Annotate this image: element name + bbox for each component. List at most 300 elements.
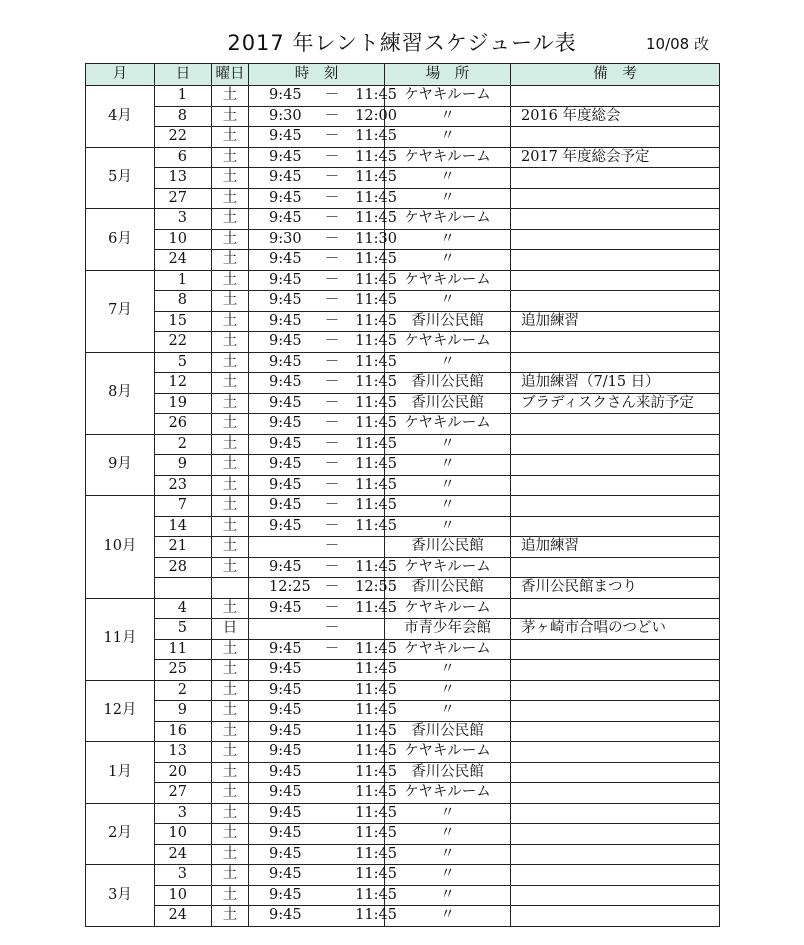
time-start: 9:45 — [269, 87, 302, 103]
month-cell: 5月 — [86, 147, 155, 209]
time-end: 11:45 — [355, 374, 397, 390]
dow-cell: 土 — [212, 434, 249, 455]
time-start: 9:45 — [269, 558, 302, 575]
time-end: 11:45 — [355, 517, 397, 534]
place-cell: ケヤキルーム — [385, 639, 511, 660]
day-cell: 8 — [155, 106, 212, 127]
time-cell — [249, 414, 397, 435]
time-start: 9:45 — [269, 640, 302, 657]
time-end: 12:00 — [355, 107, 397, 124]
time-cell — [249, 209, 397, 230]
time-cell — [249, 291, 397, 312]
time-cell — [249, 393, 397, 414]
note-cell — [511, 168, 720, 189]
note-cell — [511, 844, 720, 865]
note-cell — [511, 332, 720, 353]
time-start: 9:45 — [269, 886, 302, 903]
time-cell — [249, 434, 397, 455]
place-cell: 香川公民館 — [385, 393, 511, 414]
time-dash: － — [324, 538, 340, 554]
place-cell: 〃 — [385, 291, 511, 312]
day-cell: 23 — [155, 475, 212, 496]
time-start: 9:45 — [269, 784, 302, 800]
time-dash: － — [324, 312, 340, 329]
place-cell: 〃 — [385, 455, 511, 476]
note-cell — [511, 414, 720, 435]
month-cell: 2月 — [86, 803, 155, 865]
dow-cell: 土 — [212, 250, 249, 271]
place-cell: 〃 — [385, 701, 511, 722]
note-cell — [511, 434, 720, 455]
time-start: 9:45 — [269, 292, 302, 308]
place-cell: ケヤキルーム — [385, 147, 511, 168]
table-row — [86, 106, 720, 127]
dow-cell: 土 — [212, 147, 249, 168]
note-cell — [511, 598, 720, 619]
header-dow: 曜日 — [212, 64, 249, 86]
place-cell: ケヤキルーム — [385, 557, 511, 578]
table-row — [86, 250, 720, 271]
time-cell — [249, 106, 397, 127]
time-cell — [249, 906, 397, 927]
table-row — [86, 598, 720, 619]
time-cell — [249, 598, 397, 619]
note-cell: 2016 年度総会 — [511, 106, 720, 127]
table-row — [86, 229, 720, 250]
note-cell — [511, 639, 720, 660]
day-cell: 26 — [155, 414, 212, 435]
place-cell: 香川公民館 — [385, 721, 511, 742]
header-day: 日 — [155, 64, 212, 86]
time-dash: － — [324, 128, 340, 144]
schedule-body — [86, 86, 720, 927]
time-end: 11:45 — [355, 722, 397, 739]
place-cell: 〃 — [385, 434, 511, 455]
page-title: 2017 年レント練習スケジュール表 — [227, 31, 577, 55]
month-cell: 11月 — [86, 598, 155, 680]
place-cell: 〃 — [385, 865, 511, 886]
time-cell — [249, 660, 397, 681]
dow-cell: 日 — [212, 619, 249, 640]
time-end: 11:45 — [355, 87, 397, 103]
time-start: 9:45 — [269, 128, 302, 144]
time-cell — [249, 865, 397, 886]
time-dash: － — [324, 210, 340, 226]
time-cell — [249, 373, 397, 394]
place-cell: 〃 — [385, 127, 511, 148]
time-cell — [249, 188, 397, 209]
time-cell — [249, 701, 397, 722]
table-row — [86, 639, 720, 660]
time-dash: － — [324, 579, 340, 595]
day-cell: 9 — [155, 455, 212, 476]
table-row — [86, 373, 720, 394]
time-cell — [249, 516, 397, 537]
time-start: 9:45 — [269, 497, 302, 513]
day-cell: 3 — [155, 865, 212, 886]
dow-cell: 土 — [212, 270, 249, 291]
note-cell — [511, 270, 720, 291]
time-cell — [249, 352, 397, 373]
dow-cell: 土 — [212, 598, 249, 619]
day-cell: 13 — [155, 168, 212, 189]
schedule-table — [85, 63, 720, 927]
note-cell — [511, 783, 720, 804]
dow-cell: 土 — [212, 639, 249, 660]
place-cell: 〃 — [385, 168, 511, 189]
time-end: 11:45 — [355, 681, 397, 698]
dow-cell: 土 — [212, 537, 249, 558]
dow-cell: 土 — [212, 373, 249, 394]
time-dash: － — [324, 394, 340, 411]
dow-cell: 土 — [212, 865, 249, 886]
note-cell — [511, 291, 720, 312]
time-start: 9:45 — [269, 661, 302, 677]
note-cell — [511, 229, 720, 250]
day-cell: 10 — [155, 885, 212, 906]
day-cell: 21 — [155, 537, 212, 558]
time-start: 9:45 — [269, 435, 302, 452]
place-cell: 〃 — [385, 680, 511, 701]
day-cell: 3 — [155, 803, 212, 824]
note-cell — [511, 250, 720, 271]
time-cell — [249, 311, 397, 332]
dow-cell: 土 — [212, 803, 249, 824]
time-dash: － — [324, 558, 340, 575]
table-row — [86, 557, 720, 578]
dow-cell: 土 — [212, 660, 249, 681]
time-dash: － — [324, 497, 340, 513]
day-cell: 2 — [155, 434, 212, 455]
day-cell: 16 — [155, 721, 212, 742]
time-start: 12:25 — [269, 579, 311, 595]
table-row — [86, 475, 720, 496]
note-cell — [511, 885, 720, 906]
place-cell: 〃 — [385, 844, 511, 865]
place-cell: ケヤキルーム — [385, 209, 511, 230]
day-cell: 3 — [155, 209, 212, 230]
place-cell: 〃 — [385, 250, 511, 271]
dow-cell: 土 — [212, 332, 249, 353]
time-start: 9:45 — [269, 476, 302, 493]
table-row — [86, 803, 720, 824]
day-cell: 22 — [155, 127, 212, 148]
note-cell — [511, 803, 720, 824]
time-start: 9:45 — [269, 702, 302, 718]
table-row — [86, 619, 720, 640]
table-row — [86, 188, 720, 209]
day-cell: 10 — [155, 824, 212, 845]
note-cell — [511, 475, 720, 496]
dow-cell: 土 — [212, 762, 249, 783]
table-row — [86, 127, 720, 148]
time-end: 11:45 — [355, 866, 397, 882]
time-dash: － — [324, 230, 340, 247]
time-end: 11:45 — [355, 353, 397, 370]
day-cell: 22 — [155, 332, 212, 353]
time-cell — [249, 578, 397, 599]
month-cell: 9月 — [86, 434, 155, 496]
header-note: 備 考 — [511, 64, 720, 86]
time-dash: － — [324, 107, 340, 124]
table-row — [86, 660, 720, 681]
note-cell: 2017 年度総会予定 — [511, 147, 720, 168]
day-cell: 8 — [155, 291, 212, 312]
note-cell — [511, 86, 720, 107]
time-start: 9:45 — [269, 415, 302, 431]
time-start: 9:45 — [269, 148, 302, 165]
time-dash: － — [324, 435, 340, 452]
time-cell — [249, 783, 397, 804]
table-row — [86, 701, 720, 722]
day-cell: 11 — [155, 639, 212, 660]
time-end: 11:45 — [355, 251, 397, 267]
dow-cell: 土 — [212, 229, 249, 250]
time-end: 11:45 — [355, 845, 397, 862]
note-cell — [511, 127, 720, 148]
day-cell: 24 — [155, 250, 212, 271]
place-cell: ケヤキルーム — [385, 270, 511, 291]
time-start: 9:45 — [269, 763, 302, 780]
table-row — [86, 742, 720, 763]
time-cell — [249, 127, 397, 148]
table-row — [86, 762, 720, 783]
dow-cell: 土 — [212, 516, 249, 537]
time-cell — [249, 844, 397, 865]
note-cell — [511, 455, 720, 476]
dow-cell: 土 — [212, 393, 249, 414]
dow-cell: 土 — [212, 188, 249, 209]
time-start: 9:45 — [269, 866, 302, 882]
day-cell: 12 — [155, 373, 212, 394]
header-time: 時 刻 — [249, 64, 385, 86]
place-cell: ケヤキルーム — [385, 783, 511, 804]
table-row — [86, 414, 720, 435]
time-end: 11:45 — [355, 292, 397, 308]
time-end: 11:45 — [355, 661, 397, 677]
month-cell: 7月 — [86, 270, 155, 352]
day-cell: 5 — [155, 352, 212, 373]
note-cell: 追加練習 — [511, 537, 720, 558]
day-cell: 2 — [155, 680, 212, 701]
place-cell: 〃 — [385, 516, 511, 537]
dow-cell: 土 — [212, 291, 249, 312]
time-end: 11:45 — [355, 394, 397, 411]
place-cell: 〃 — [385, 229, 511, 250]
time-start: 9:45 — [269, 333, 302, 349]
time-dash: － — [324, 87, 340, 103]
dow-cell: 土 — [212, 106, 249, 127]
table-row — [86, 86, 720, 107]
time-end: 11:45 — [355, 169, 397, 185]
time-dash: － — [324, 517, 340, 534]
table-row — [86, 455, 720, 476]
day-cell: 13 — [155, 742, 212, 763]
dow-cell: 土 — [212, 557, 249, 578]
time-end: 11:45 — [355, 907, 397, 923]
time-end: 11:30 — [355, 230, 397, 247]
time-end: 11:45 — [355, 743, 397, 759]
time-dash: － — [324, 415, 340, 431]
time-start: 9:45 — [269, 312, 302, 329]
dow-cell: 土 — [212, 824, 249, 845]
time-dash: － — [324, 292, 340, 308]
table-row — [86, 291, 720, 312]
day-cell: 15 — [155, 311, 212, 332]
table-row — [86, 844, 720, 865]
time-dash: － — [324, 374, 340, 390]
time-end: 11:45 — [355, 189, 397, 206]
dow-cell: 土 — [212, 906, 249, 927]
time-cell — [249, 455, 397, 476]
time-dash: － — [324, 271, 340, 288]
place-cell: 〃 — [385, 188, 511, 209]
day-cell: 10 — [155, 229, 212, 250]
note-cell: 追加練習（7/15 日） — [511, 373, 720, 394]
day-cell: 28 — [155, 557, 212, 578]
dow-cell: 土 — [212, 311, 249, 332]
time-cell — [249, 639, 397, 660]
time-start: 9:45 — [269, 825, 302, 841]
place-cell: ケヤキルーム — [385, 332, 511, 353]
dow-cell: 土 — [212, 475, 249, 496]
dow-cell: 土 — [212, 168, 249, 189]
time-cell — [249, 803, 397, 824]
place-cell: 〃 — [385, 106, 511, 127]
place-cell: 香川公民館 — [385, 537, 511, 558]
time-end: 11:45 — [355, 456, 397, 472]
place-cell: 〃 — [385, 352, 511, 373]
note-cell — [511, 701, 720, 722]
note-cell — [511, 496, 720, 517]
note-cell — [511, 742, 720, 763]
note-cell — [511, 352, 720, 373]
time-start: 9:45 — [269, 456, 302, 472]
day-cell — [155, 578, 212, 599]
place-cell: 〃 — [385, 885, 511, 906]
place-cell: 〃 — [385, 475, 511, 496]
time-cell — [249, 475, 397, 496]
table-row — [86, 332, 720, 353]
time-end: 11:45 — [355, 333, 397, 349]
dow-cell: 土 — [212, 352, 249, 373]
place-cell: 〃 — [385, 496, 511, 517]
day-cell: 27 — [155, 783, 212, 804]
note-cell — [511, 865, 720, 886]
dow-cell: 土 — [212, 844, 249, 865]
time-cell — [249, 332, 397, 353]
dow-cell: 土 — [212, 885, 249, 906]
note-cell — [511, 680, 720, 701]
header-place: 場 所 — [385, 64, 511, 86]
place-cell: ケヤキルーム — [385, 742, 511, 763]
time-end: 11:45 — [355, 886, 397, 903]
time-end: 11:45 — [355, 476, 397, 493]
place-cell: ケヤキルーム — [385, 414, 511, 435]
month-cell: 4月 — [86, 86, 155, 148]
note-cell — [511, 721, 720, 742]
time-dash: － — [324, 148, 340, 165]
time-dash: － — [324, 353, 340, 370]
table-row — [86, 270, 720, 291]
time-end: 11:45 — [355, 435, 397, 452]
place-cell: 香川公民館 — [385, 311, 511, 332]
table-row — [86, 393, 720, 414]
table-row — [86, 578, 720, 599]
time-cell — [249, 680, 397, 701]
day-cell: 1 — [155, 270, 212, 291]
month-cell: 6月 — [86, 209, 155, 271]
place-cell: 市青少年会館 — [385, 619, 511, 640]
time-end: 11:45 — [355, 312, 397, 329]
place-cell: 〃 — [385, 824, 511, 845]
table-row — [86, 865, 720, 886]
time-end: 12:55 — [355, 579, 397, 595]
time-cell — [249, 229, 397, 250]
revision-label: 10/08 改 — [646, 35, 709, 53]
time-end: 11:45 — [355, 804, 397, 821]
time-cell — [249, 885, 397, 906]
time-end: 11:45 — [355, 558, 397, 575]
day-cell: 27 — [155, 188, 212, 209]
day-cell: 4 — [155, 598, 212, 619]
time-start: 9:30 — [269, 230, 302, 247]
time-end: 11:45 — [355, 784, 397, 800]
time-start: 9:30 — [269, 107, 302, 124]
note-cell — [511, 209, 720, 230]
time-end: 11:45 — [355, 148, 397, 165]
place-cell: 香川公民館 — [385, 373, 511, 394]
time-cell — [249, 557, 397, 578]
table-row — [86, 516, 720, 537]
time-start: 9:45 — [269, 599, 302, 616]
month-cell: 8月 — [86, 352, 155, 434]
table-row — [86, 352, 720, 373]
time-cell — [249, 168, 397, 189]
place-cell: 〃 — [385, 803, 511, 824]
place-cell: ケヤキルーム — [385, 86, 511, 107]
day-cell: 6 — [155, 147, 212, 168]
time-start: 9:45 — [269, 394, 302, 411]
dow-cell: 土 — [212, 127, 249, 148]
table-row — [86, 721, 720, 742]
time-cell — [249, 721, 397, 742]
note-cell — [511, 188, 720, 209]
day-cell: 24 — [155, 906, 212, 927]
time-dash: － — [324, 599, 340, 616]
time-cell — [249, 147, 397, 168]
time-dash: － — [324, 476, 340, 493]
place-cell: 香川公民館 — [385, 578, 511, 599]
dow-cell: 土 — [212, 496, 249, 517]
day-cell: 5 — [155, 619, 212, 640]
day-cell: 19 — [155, 393, 212, 414]
time-end: 11:45 — [355, 210, 397, 226]
time-dash: － — [324, 169, 340, 185]
month-cell: 10月 — [86, 496, 155, 599]
table-row — [86, 885, 720, 906]
time-start: 9:45 — [269, 353, 302, 370]
time-start: 9:45 — [269, 169, 302, 185]
time-end: 11:45 — [355, 763, 397, 780]
month-cell: 1月 — [86, 742, 155, 804]
place-cell: ケヤキルーム — [385, 598, 511, 619]
time-end: 11:45 — [355, 128, 397, 144]
time-cell — [249, 86, 397, 107]
time-start: 9:45 — [269, 189, 302, 206]
time-start: 9:45 — [269, 681, 302, 698]
time-end: 11:45 — [355, 599, 397, 616]
